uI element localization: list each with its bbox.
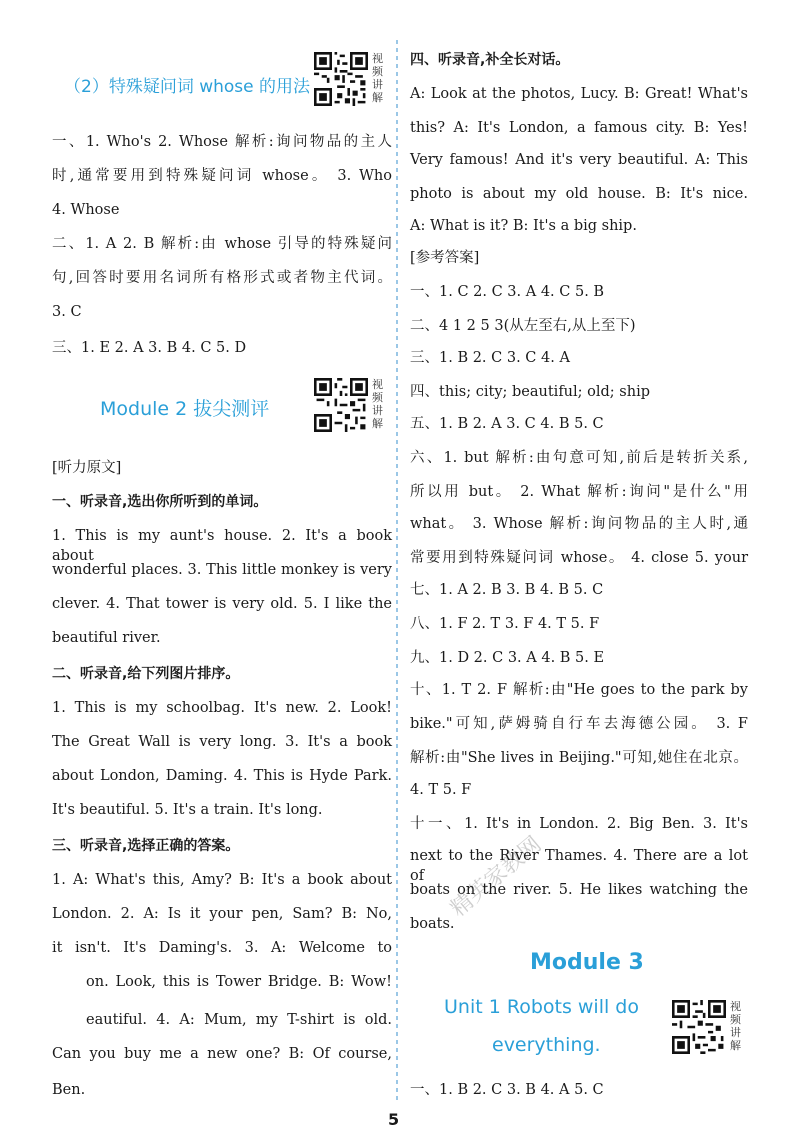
text-line: 1. This is my aunt's house. 2. It's a book about xyxy=(52,528,392,564)
column-divider xyxy=(396,40,398,1100)
module2-title: Module 2 拔尖测评 xyxy=(100,398,270,420)
text-line: Ben. xyxy=(52,1082,86,1098)
page-number: 5 xyxy=(388,1110,400,1129)
text-line: A: Look at the photos, Lucy. B: Great! What's xyxy=(410,86,748,102)
unit1-title-line1: Unit 1 Robots will do xyxy=(444,996,639,1018)
text-line: clever. 4. That tower is very old. 5. I like the xyxy=(52,596,392,612)
text-line: 五、1. B 2. A 3. C 4. B 5. C xyxy=(410,416,604,432)
qr-code-icon xyxy=(314,378,368,432)
text-line: 一、1. Who's 2. Whose 解析:询问物品的主人 xyxy=(52,134,392,150)
text-line: 八、1. F 2. T 3. F 4. T 5. F xyxy=(410,616,600,632)
text-line: 二、1. A 2. B 解析:由 whose 引导的特殊疑问 xyxy=(52,236,392,252)
text-line: A: What is it? B: It's a big ship. xyxy=(410,218,637,234)
text-line: 一、1. B 2. C 3. B 4. A 5. C xyxy=(410,1082,604,1098)
qr-code-2[interactable] xyxy=(314,378,388,432)
text-line: 解析:由"She lives in Beijing."可知,她住在北京。 xyxy=(410,750,748,766)
text-line: 所以用 but。 2. What 解析:询问"是什么"用 xyxy=(410,484,748,500)
text-line: about London, Daming. 4. This is Hyde Park. xyxy=(52,768,392,784)
text-line: beautiful river. xyxy=(52,630,161,646)
text-line: London. 2. A: Is it your pen, Sam? B: No, xyxy=(52,906,392,922)
qr-code-icon xyxy=(672,1000,726,1054)
text-line: 四、this; city; beautiful; old; ship xyxy=(410,384,651,400)
listening-label: [听力原文] xyxy=(52,460,122,476)
qr-code-1[interactable] xyxy=(314,52,388,106)
text-line: 4. Whose xyxy=(52,202,120,218)
section-title: （2）特殊疑问词 whose 的用法 xyxy=(64,77,311,97)
question-heading: 一、听录音,选出你所听到的单词。 xyxy=(52,494,268,510)
text-line: what。 3. Whose 解析:询问物品的主人时,通 xyxy=(410,516,748,532)
unit1-title-line2: everything. xyxy=(492,1034,601,1056)
text-line: photo is about my old house. B: It's nice. xyxy=(410,186,748,202)
module3-title: Module 3 xyxy=(530,950,644,975)
text-line: 七、1. A 2. B 3. B 4. B 5. C xyxy=(410,582,604,598)
answer-key-label: [参考答案] xyxy=(410,250,480,266)
question-heading: 三、听录音,选择正确的答案。 xyxy=(52,838,240,854)
text-line: 句,回答时要用名词所有格形式或者物主代词。 xyxy=(52,270,392,286)
text-line: 1. A: What's this, Amy? B: It's a book about xyxy=(52,872,392,888)
text-line: 十、1. T 2. F 解析:由"He goes to the park by xyxy=(410,682,748,698)
qr-label: 视频讲解 xyxy=(372,378,383,430)
text-line: on. Look, this is Tower Bridge. B: Wow! xyxy=(86,974,392,990)
text-line: 3. C xyxy=(52,304,82,320)
text-line: wonderful places. 3. This little monkey is very xyxy=(52,562,392,578)
question-heading: 四、听录音,补全长对话。 xyxy=(410,52,570,68)
text-line: bike."可知,萨姆骑自行车去海德公园。 3. F xyxy=(410,716,748,732)
qr-code-3[interactable] xyxy=(672,1000,746,1054)
text-line: It's beautiful. 5. It's a train. It's long. xyxy=(52,802,323,818)
text-line: 时,通常要用到特殊疑问词 whose。 3. Who xyxy=(52,168,392,184)
text-line: 常要用到特殊疑问词 whose。 4. close 5. your xyxy=(410,550,748,566)
text-line: Can you buy me a new one? B: Of course, xyxy=(52,1046,392,1062)
text-line: Very famous! And it's very beautiful. A: This xyxy=(410,152,748,168)
text-line: this? A: It's London, a famous city. B: Yes! xyxy=(410,120,748,136)
qr-label: 视频讲解 xyxy=(730,1000,741,1052)
text-line: The Great Wall is very long. 3. It's a book xyxy=(52,734,392,750)
text-line: boats on the river. 5. He likes watching the xyxy=(410,882,748,898)
text-line: it isn't. It's Daming's. 3. A: Welcome to xyxy=(52,940,392,956)
text-line: 三、1. B 2. C 3. C 4. A xyxy=(410,350,570,366)
watermark: 精英家教网 xyxy=(446,832,547,922)
text-line: 六、1. but 解析:由句意可知,前后是转折关系, xyxy=(410,450,748,466)
text-line: 二、4 1 2 5 3(从左至右,从上至下) xyxy=(410,318,636,334)
text-line: eautiful. 4. A: Mum, my T-shirt is old. xyxy=(86,1012,392,1028)
text-line: 十一、1. It's in London. 2. Big Ben. 3. It's xyxy=(410,816,748,832)
text-line: next to the River Thames. 4. There are a lot of xyxy=(410,848,748,884)
text-line: 1. This is my schoolbag. It's new. 2. Look! xyxy=(52,700,392,716)
text-line: 4. T 5. F xyxy=(410,782,472,798)
qr-label: 视频讲解 xyxy=(372,52,383,104)
text-line: 一、1. C 2. C 3. A 4. C 5. B xyxy=(410,284,605,300)
text-line: boats. xyxy=(410,916,455,932)
question-heading: 二、听录音,给下列图片排序。 xyxy=(52,666,240,682)
text-line: 九、1. D 2. C 3. A 4. B 5. E xyxy=(410,650,605,666)
text-line: 三、1. E 2. A 3. B 4. C 5. D xyxy=(52,340,247,356)
qr-code-icon xyxy=(314,52,368,106)
